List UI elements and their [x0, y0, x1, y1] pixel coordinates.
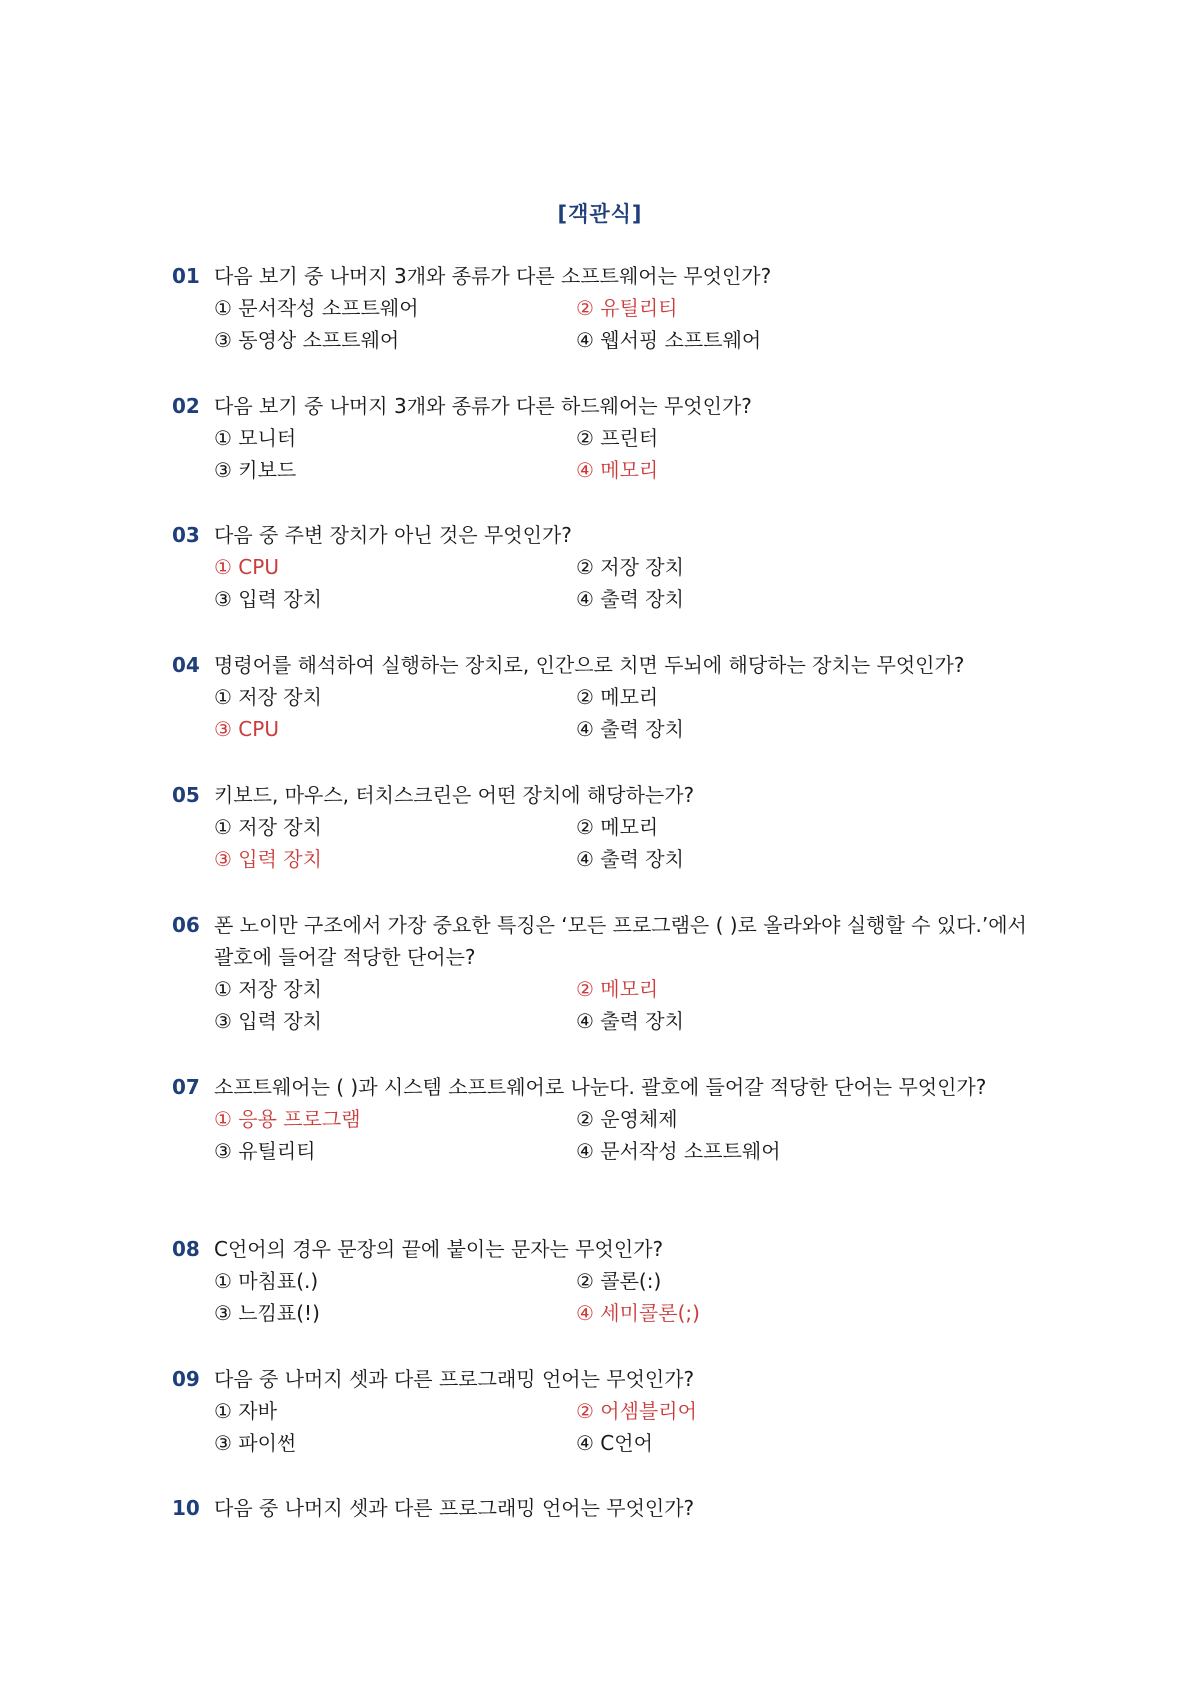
question-03	[172, 519, 1042, 615]
option-2-correct[interactable]: ② 유틸리티	[576, 296, 678, 320]
option-3-correct[interactable]: ③ 입력 장치	[214, 847, 322, 871]
section-title: [객관식]	[557, 202, 643, 226]
option-2[interactable]: ② 콜론(:)	[576, 1269, 662, 1293]
option-4[interactable]: ④ 출력 장치	[576, 587, 684, 611]
option-1[interactable]: ① 모니터	[214, 426, 297, 450]
question-number: 10	[172, 1496, 200, 1520]
option-3-correct[interactable]: ③ CPU	[214, 717, 279, 741]
question-number: 07	[172, 1075, 200, 1099]
options	[172, 681, 1042, 745]
option-2[interactable]: ② 메모리	[576, 685, 659, 709]
options	[172, 551, 1042, 615]
question-line	[172, 649, 1042, 681]
question-text: 다음 보기 중 나머지 3개와 종류가 다른 소프트웨어는 무엇인가?	[214, 264, 772, 288]
question-04	[172, 649, 1042, 745]
question-number: 09	[172, 1367, 200, 1391]
question-number: 02	[172, 394, 200, 418]
question-line	[172, 1233, 1042, 1265]
options	[172, 422, 1042, 486]
question-number: 03	[172, 523, 200, 547]
question-text: 키보드, 마우스, 터치스크린은 어떤 장치에 해당하는가?	[214, 783, 695, 807]
option-2[interactable]: ② 운영체제	[576, 1107, 678, 1131]
option-3[interactable]: ③ 키보드	[214, 458, 297, 482]
question-06	[172, 909, 1042, 1037]
question-text: 다음 보기 중 나머지 3개와 종류가 다른 하드웨어는 무엇인가?	[214, 394, 752, 418]
question-line	[172, 260, 1042, 292]
options	[172, 1103, 1042, 1167]
question-text: C언어의 경우 문장의 끝에 붙이는 문자는 무엇인가?	[214, 1237, 664, 1261]
question-line	[172, 909, 1042, 973]
option-4[interactable]: ④ C언어	[576, 1431, 653, 1455]
question-09	[172, 1363, 1042, 1459]
option-1-correct[interactable]: ① CPU	[214, 555, 279, 579]
option-1[interactable]: ① 문서작성 소프트웨어	[214, 296, 419, 320]
options	[172, 811, 1042, 875]
question-10	[172, 1492, 1042, 1524]
option-1-correct[interactable]: ① 응용 프로그램	[214, 1107, 361, 1131]
question-line	[172, 1492, 1042, 1524]
option-2[interactable]: ② 메모리	[576, 815, 659, 839]
question-02	[172, 390, 1042, 486]
option-4[interactable]: ④ 출력 장치	[576, 1009, 684, 1033]
question-line	[172, 779, 1042, 811]
option-1[interactable]: ① 저장 장치	[214, 977, 322, 1001]
question-line	[172, 1363, 1042, 1395]
options	[172, 292, 1042, 356]
option-2-correct[interactable]: ② 어셈블리어	[576, 1399, 697, 1423]
option-1[interactable]: ① 자바	[214, 1399, 277, 1423]
question-07	[172, 1071, 1042, 1167]
question-text: 폰 노이만 구조에서 가장 중요한 특징은 ‘모든 프로그램은 ( )로 올라와야 실행할 수 있다.’에서 괄호에 들어갈 적당한 단어는?	[214, 913, 1027, 969]
option-3[interactable]: ③ 동영상 소프트웨어	[214, 328, 400, 352]
option-3[interactable]: ③ 유틸리티	[214, 1139, 316, 1163]
option-4[interactable]: ④ 출력 장치	[576, 847, 684, 871]
question-number: 04	[172, 653, 200, 677]
option-3[interactable]: ③ 입력 장치	[214, 1009, 322, 1033]
question-line	[172, 519, 1042, 551]
option-4-correct[interactable]: ④ 메모리	[576, 458, 659, 482]
option-3[interactable]: ③ 느낌표(!)	[214, 1301, 320, 1325]
option-3[interactable]: ③ 파이썬	[214, 1431, 297, 1455]
question-number: 01	[172, 264, 200, 288]
question-text: 다음 중 나머지 셋과 다른 프로그래밍 언어는 무엇인가?	[214, 1367, 695, 1391]
option-2[interactable]: ② 저장 장치	[576, 555, 684, 579]
question-number: 06	[172, 913, 200, 937]
option-4[interactable]: ④ 문서작성 소프트웨어	[576, 1139, 781, 1163]
question-text: 다음 중 나머지 셋과 다른 프로그래밍 언어는 무엇인가?	[214, 1496, 695, 1520]
option-1[interactable]: ① 저장 장치	[214, 685, 322, 709]
question-line	[172, 1071, 1042, 1103]
option-1[interactable]: ① 마침표(.)	[214, 1269, 319, 1293]
question-text: 다음 중 주변 장치가 아닌 것은 무엇인가?	[214, 523, 572, 547]
option-4-correct[interactable]: ④ 세미콜론(;)	[576, 1301, 700, 1325]
question-line	[172, 390, 1042, 422]
question-text: 소프트웨어는 ( )과 시스템 소프트웨어로 나눈다. 괄호에 들어갈 적당한 단어는 무엇인가?	[214, 1075, 987, 1099]
options	[172, 1265, 1042, 1329]
options	[172, 973, 1042, 1037]
option-3[interactable]: ③ 입력 장치	[214, 587, 322, 611]
question-01	[172, 260, 1042, 356]
option-2-correct[interactable]: ② 메모리	[576, 977, 659, 1001]
option-2[interactable]: ② 프린터	[576, 426, 659, 450]
options	[172, 1395, 1042, 1459]
question-number: 08	[172, 1237, 200, 1261]
question-08	[172, 1233, 1042, 1329]
question-text: 명령어를 해석하여 실행하는 장치로, 인간으로 치면 두뇌에 해당하는 장치는 무엇인가?	[214, 653, 965, 677]
option-4[interactable]: ④ 출력 장치	[576, 717, 684, 741]
option-1[interactable]: ① 저장 장치	[214, 815, 322, 839]
option-4[interactable]: ④ 웹서핑 소프트웨어	[576, 328, 762, 352]
question-number: 05	[172, 783, 200, 807]
question-05	[172, 779, 1042, 875]
